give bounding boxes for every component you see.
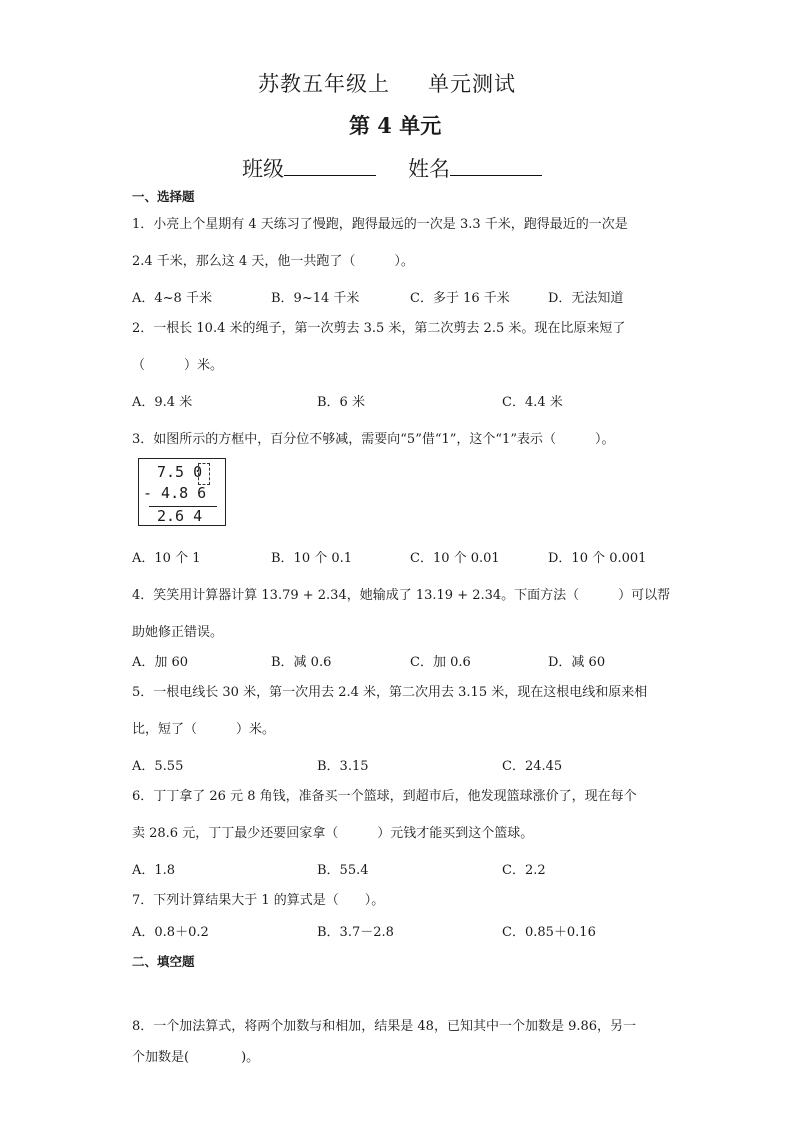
q5-option-b: B．3.15 (317, 759, 369, 774)
figure-row1: 7.5 0 (157, 463, 203, 481)
q2-option-c: C．4.4 米 (502, 395, 563, 410)
class-label: 班级 (242, 157, 284, 181)
q8-line2: 个加数是( )。 (132, 1050, 260, 1065)
q7-option-c: C．0.85＋0.16 (502, 925, 596, 940)
q4-option-b: B．减 0.6 (271, 655, 332, 670)
title-right: 单元测试 (428, 72, 516, 96)
q6-option-b: B．55.4 (317, 863, 369, 878)
q3-option-c: C．10 个 0.01 (410, 551, 500, 566)
class-blank (284, 155, 376, 176)
q6-line2: 卖 28.6 元，丁丁最少还要回家拿（ ）元钱才能买到这个篮球。 (132, 826, 534, 841)
q6-option-c: C．2.2 (502, 863, 546, 878)
q4-line2: 助她修正错误。 (132, 625, 224, 640)
section-choice-title: 一、选择题 (132, 189, 195, 204)
q3-option-d: D．10 个 0.001 (548, 551, 647, 566)
q7-option-b: B．3.7－2.8 (317, 925, 394, 940)
q2-line1: 2．一根长 10.4 米的绳子，第一次剪去 3.5 米，第二次剪去 2.5 米。现在比原来短了 (132, 321, 626, 336)
q1-line2: 2.4 千米，那么这 4 天，他一共跑了（ ）。 (132, 254, 414, 269)
section-fill-title: 二、填空题 (132, 954, 195, 969)
q4-option-d: D．减 60 (548, 655, 606, 670)
q2-line2: （ ）米。 (132, 358, 224, 373)
figure-row2: - 4.8 6 (143, 484, 207, 502)
q4-option-a: A．加 60 (132, 655, 189, 670)
q5-option-c: C．24.45 (502, 759, 563, 774)
name-field (408, 153, 542, 183)
q7-option-a: A．0.8＋0.2 (132, 925, 209, 940)
q6-option-a: A．1.8 (132, 863, 176, 878)
subtraction-figure (138, 458, 226, 526)
q5-option-a: A．5.55 (132, 759, 184, 774)
unit-title: 第 4 单元 (349, 113, 442, 138)
q4-option-c: C．加 0.6 (410, 655, 471, 670)
q5-line1: 5．一根电线长 30 米，第一次用去 2.4 米，第二次用去 3.15 米，现在这根电线和原来相 (132, 685, 648, 700)
q1-option-b: B．9~14 千米 (271, 291, 360, 306)
q2-option-a: A．9.4 米 (132, 395, 193, 410)
q6-line1: 6．丁丁拿了 26 元 8 角钱，准备买一个篮球，到超市后，他发现篮球涨价了，现在每个 (132, 789, 637, 804)
q3-option-b: B．10 个 0.1 (271, 551, 353, 566)
q7-line1: 7．下列计算结果大于 1 的算式是（ ）。 (132, 893, 385, 908)
q4-line1: 4．笑笑用计算器计算 13.79 + 2.34，她输成了 13.19 + 2.34。下面方法（ ）可以帮 (132, 588, 671, 603)
q8-line1: 8．一个加法算式，将两个加数与和相加，结果是 48，已知其中一个加数是 9.86，另一 (132, 1019, 637, 1034)
q1-option-a: A．4~8 千米 (132, 291, 212, 306)
q3-line1: 3．如图所示的方框中，百分位不够减，需要向“5”借“1”，这个“1”表示（ ）。 (132, 432, 615, 447)
name-blank (450, 155, 542, 176)
class-field (242, 153, 376, 183)
title-left: 苏教五年级上 (258, 72, 390, 96)
q1-option-d: D．无法知道 (548, 291, 624, 306)
q1-option-c: C．多于 16 千米 (410, 291, 510, 306)
figure-row3: 2.6 4 (157, 507, 203, 525)
q5-line2: 比，短了（ ）米。 (132, 722, 276, 737)
q1-line1: 1．小亮上个星期有 4 天练习了慢跑，跑得最远的一次是 3.3 千米，跑得最近的一次是 (132, 217, 628, 232)
name-label: 姓名 (408, 157, 450, 181)
q3-option-a: A．10 个 1 (132, 551, 201, 566)
q2-option-b: B．6 米 (317, 395, 365, 410)
